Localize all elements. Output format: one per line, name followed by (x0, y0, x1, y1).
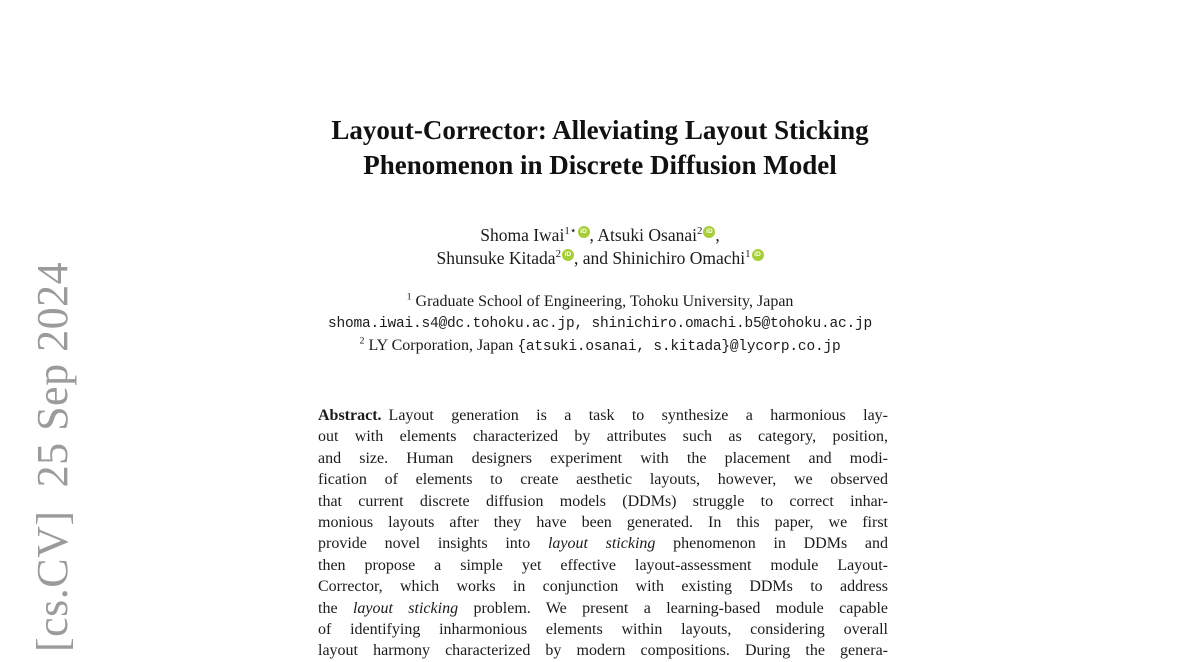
affiliation-1-text: Graduate School of Engineering, Tohoku University, Japan (411, 293, 794, 310)
affiliation-2 (0, 335, 1200, 358)
author-separator: , (589, 225, 598, 245)
abstract-line: provide novel insights into layout sticking phenomenon in DDMs and (318, 535, 888, 553)
affil-mark: 1 (406, 291, 412, 303)
author-name: Shoma Iwai (480, 225, 565, 245)
abstract-line: the layout sticking problem. We present a learning-based module capable (318, 599, 889, 617)
abstract-line: of identifying inharmonious elements within layouts, considering overall (318, 620, 888, 638)
abstract (318, 405, 888, 662)
author-affil-mark: 2 (555, 248, 561, 261)
affiliation-2-text: LY Corporation, Japan (364, 337, 518, 354)
authors-line1 (0, 224, 1200, 247)
affil-mark: 2 (359, 335, 365, 347)
abstract-line: out with elements characterized by attributes such as category, position, (318, 428, 888, 446)
author-affil-mark: 1 (745, 248, 751, 261)
abstract-line: that current discrete diffusion models (DDMs) struggle to correct inhar- (318, 492, 888, 510)
abstract-line: Abstract. Layout generation is a task to synthesize a harmonious lay- (318, 407, 888, 424)
paper-title-line2: Phenomenon in Discrete Diffusion Model (363, 150, 837, 180)
affiliations (0, 291, 1200, 358)
abstract-line: layout harmony characterized by modern compositions. During the genera- (318, 642, 888, 660)
arxiv-stamp: [cs.CV] 25 Sep 2024 (28, 261, 77, 652)
author-name: Shunsuke Kitada (436, 248, 556, 268)
authors (0, 224, 1200, 270)
email-line: shoma.iwai.s4@dc.tohoku.ac.jp, shinichiro.omachi.b5@tohoku.ac.jp (327, 316, 873, 332)
affiliation-1 (0, 291, 1200, 313)
orcid-icon[interactable]: iD (578, 226, 590, 238)
abstract-line: and size. Human designers experiment with the placement and modi- (318, 449, 888, 467)
author-affil-mark: 2 (696, 225, 703, 238)
author-name: Shinichiro Omachi (612, 248, 746, 268)
orcid-icon[interactable]: iD (562, 249, 574, 261)
abstract-line: Corrector, which works in conjunction with existing DDMs to address (318, 578, 888, 596)
orcid-icon[interactable]: iD (752, 249, 764, 261)
authors-line2 (0, 247, 1200, 270)
author-name: Atsuki Osanai (597, 225, 697, 245)
abstract-line: then propose a simple yet effective layout-assessment module Layout- (318, 556, 888, 574)
paper-title (0, 113, 1200, 183)
orcid-icon[interactable]: iD (703, 226, 715, 238)
abstract-heading: Abstract. (318, 407, 382, 424)
author-affil-mark: 1⋆ (564, 225, 577, 238)
abstract-line: fication of elements to create aesthetic layouts, however, we observed (318, 471, 888, 489)
abstract-line: monious layouts after they have been generated. In this paper, we first (318, 513, 888, 531)
affiliation-2-emails: {atsuki.osanai, s.kitada}@lycorp.co.jp (517, 339, 841, 355)
paper-title-line1: Layout-Corrector: Alleviating Layout Sticking (331, 115, 869, 145)
author-separator: , and (574, 248, 613, 268)
author-separator: , (715, 225, 720, 245)
